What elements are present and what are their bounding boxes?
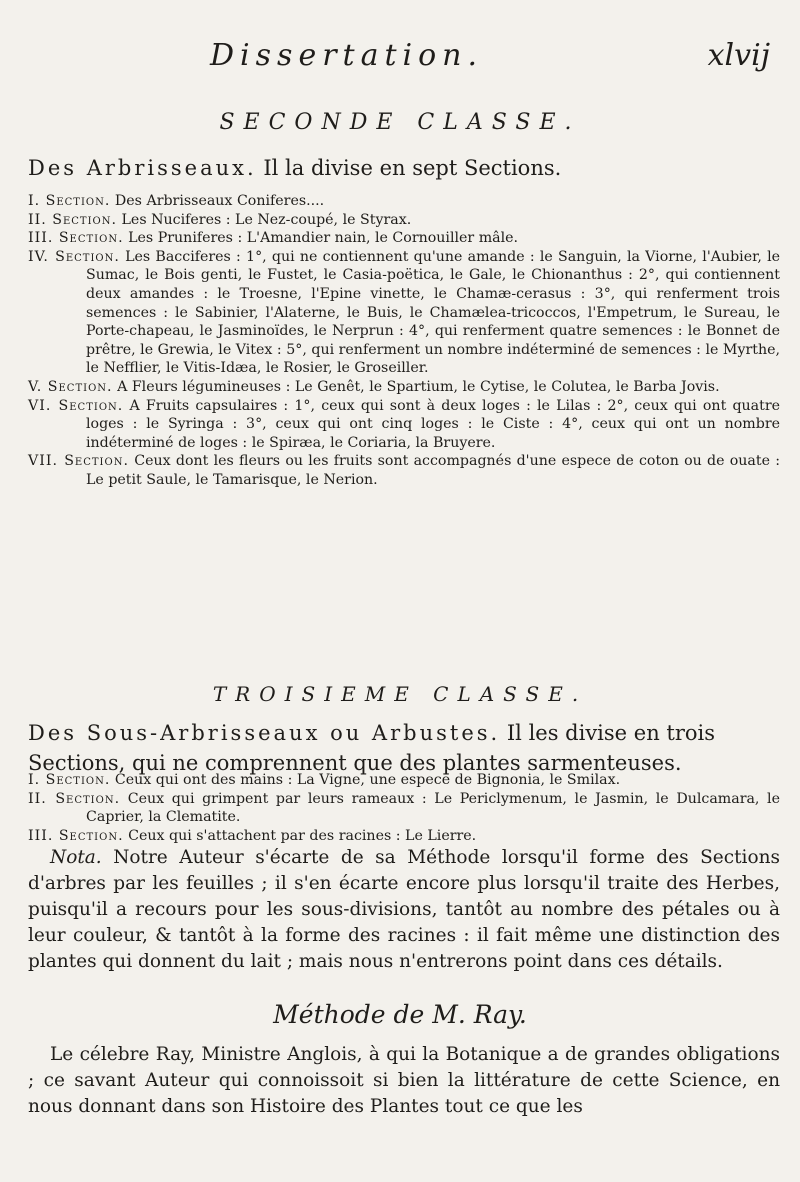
section-text: Les Nuciferes : Le Nez-coupé, le Styrax. — [121, 211, 412, 228]
section-item — [28, 192, 780, 211]
section-label: IV. Section. — [28, 248, 120, 265]
section-item — [28, 452, 780, 489]
section-item — [28, 211, 780, 230]
section-text: Ceux dont les fleurs ou les fruits sont accompagnés d'une espece de coton ou de ouate : Le petit Saule, le Tamarisque, le Nerion. — [86, 453, 780, 488]
nota-paragraph — [28, 845, 780, 975]
section-label: VI. Section. — [28, 397, 124, 414]
troisieme-classe-sections — [28, 771, 780, 845]
section-label: VII. Section. — [28, 453, 129, 470]
section-text: A Fleurs légumineuses : Le Genêt, le Spartium, le Cytise, le Colutea, le Barba Jovis. — [117, 378, 720, 395]
arbrisseaux-intro — [28, 153, 780, 183]
sous-arbrisseaux-intro-caps: Des Sous-Arbrisseaux ou Arbustes. — [28, 721, 501, 745]
section-item — [28, 378, 780, 397]
arbrisseaux-intro-text: Il la divise en sept Sections. — [256, 156, 562, 180]
section-text: Ceux qui grimpent par leurs rameaux : Le Periclymenum, le Jasmin, le Dulcamara, le Caprier, la Clematite. — [86, 790, 780, 826]
section-text: Les Bacciferes : 1°, qui ne contiennent qu'une amande : le Sanguin, la Viorne, l'Aubier, le Sumac, le Bois genti, le Fustet, le Casia-poëtica, le Gale, le Chionanthus : 2°, qui contiennent deux amandes : le Troesne, l'Epine vinette, le Chamæ-cerasus : 3°, qui renferment trois semences : le Sabinier, l'Alaterne, le Buis, le Chamælea-tricoccos, l'Empetrum, le Sureau, le Porte-chapeau, le Jasminoïdes, le Nerprun : 4°, qui renferment quatre semences : le Bonnet de prêtre, le Grewia, le Vitex : 5°, qui renferment un nombre indéterminé de semences : le Myrthe, le Nefflier, le Vitis-Idæa, le Rosier, le Groseiller. — [86, 248, 781, 377]
section-text: A Fruits capsulaires : 1°, ceux qui sont à deux loges : le Lilas : 2°, ceux qui ont quatre loges : le Syringa : 3°, ceux qui ont cinq loges : le Ciste : 4°, ceux qui ont un nombre indéterminé de loges : le Spiræa, le Coriaria, la Bruyere. — [86, 397, 781, 451]
seconde-classe-heading: SECONDE CLASSE. — [219, 110, 581, 135]
section-item — [28, 229, 780, 248]
section-item — [28, 827, 780, 846]
section-text: Ceux qui s'attachent par des racines : Le Lierre. — [128, 827, 477, 844]
sous-arbrisseaux-intro — [28, 718, 780, 778]
ray-paragraph: Le célebre Ray, Ministre Anglois, à qui la Botanique a de grandes obligations ; ce savant Auteur qui connoissoit si bien la littérature de cette Science, en nous donnant dans son Histoire des Plantes tout ce que les — [28, 1044, 780, 1117]
methode-ray-heading: Méthode de M. Ray. — [273, 1000, 527, 1029]
running-title: Dissertation. — [210, 38, 484, 73]
running-head — [210, 38, 770, 88]
nota-text: Notre Auteur s'écarte de sa Méthode lorsqu'il forme des Sections d'arbres par les feuilles ; il s'en écarte encore plus lorsqu'il traite des Herbes, puisqu'il a recours pour les sous-divisions, tantôt au nombre des pétales ou à leur couleur, & tantôt à la forme des racines : il fait même une distinction des plantes qui donnent du lait ; mais nous n'entrerons point dans ces détails. — [28, 847, 780, 972]
seconde-classe-sections — [28, 192, 780, 490]
nota-label: Nota. — [50, 847, 102, 868]
section-item — [28, 248, 780, 378]
section-label: III. Section. — [28, 827, 124, 844]
section-label: I. Section. — [28, 772, 111, 788]
troisieme-classe-heading: TROISIEME CLASSE. — [212, 682, 588, 706]
section-text: Les Pruniferes : L'Amandier nain, le Cornouiller mâle. — [128, 230, 519, 247]
section-label: II. Section. — [28, 790, 121, 807]
section-item — [28, 771, 780, 790]
section-label: V. Section. — [28, 378, 113, 395]
section-label: II. Section. — [28, 211, 117, 228]
sous-arbrisseaux-intro-text: Il les divise en trois Sections, qui ne comprennent que des plantes sarmenteuses. — [28, 721, 716, 775]
section-text: Ceux qui ont des mains : La Vigne, une espece de Bignonia, le Smilax. — [114, 772, 621, 788]
section-item — [28, 790, 780, 827]
page-number: xlvij — [707, 38, 770, 73]
section-label: I. Section. — [28, 193, 111, 209]
section-text: Des Arbrisseaux Coniferes.... — [114, 193, 325, 209]
arbrisseaux-intro-caps: Des Arbrisseaux. — [28, 156, 257, 180]
section-item — [28, 397, 780, 453]
section-label: III. Section. — [28, 230, 124, 247]
